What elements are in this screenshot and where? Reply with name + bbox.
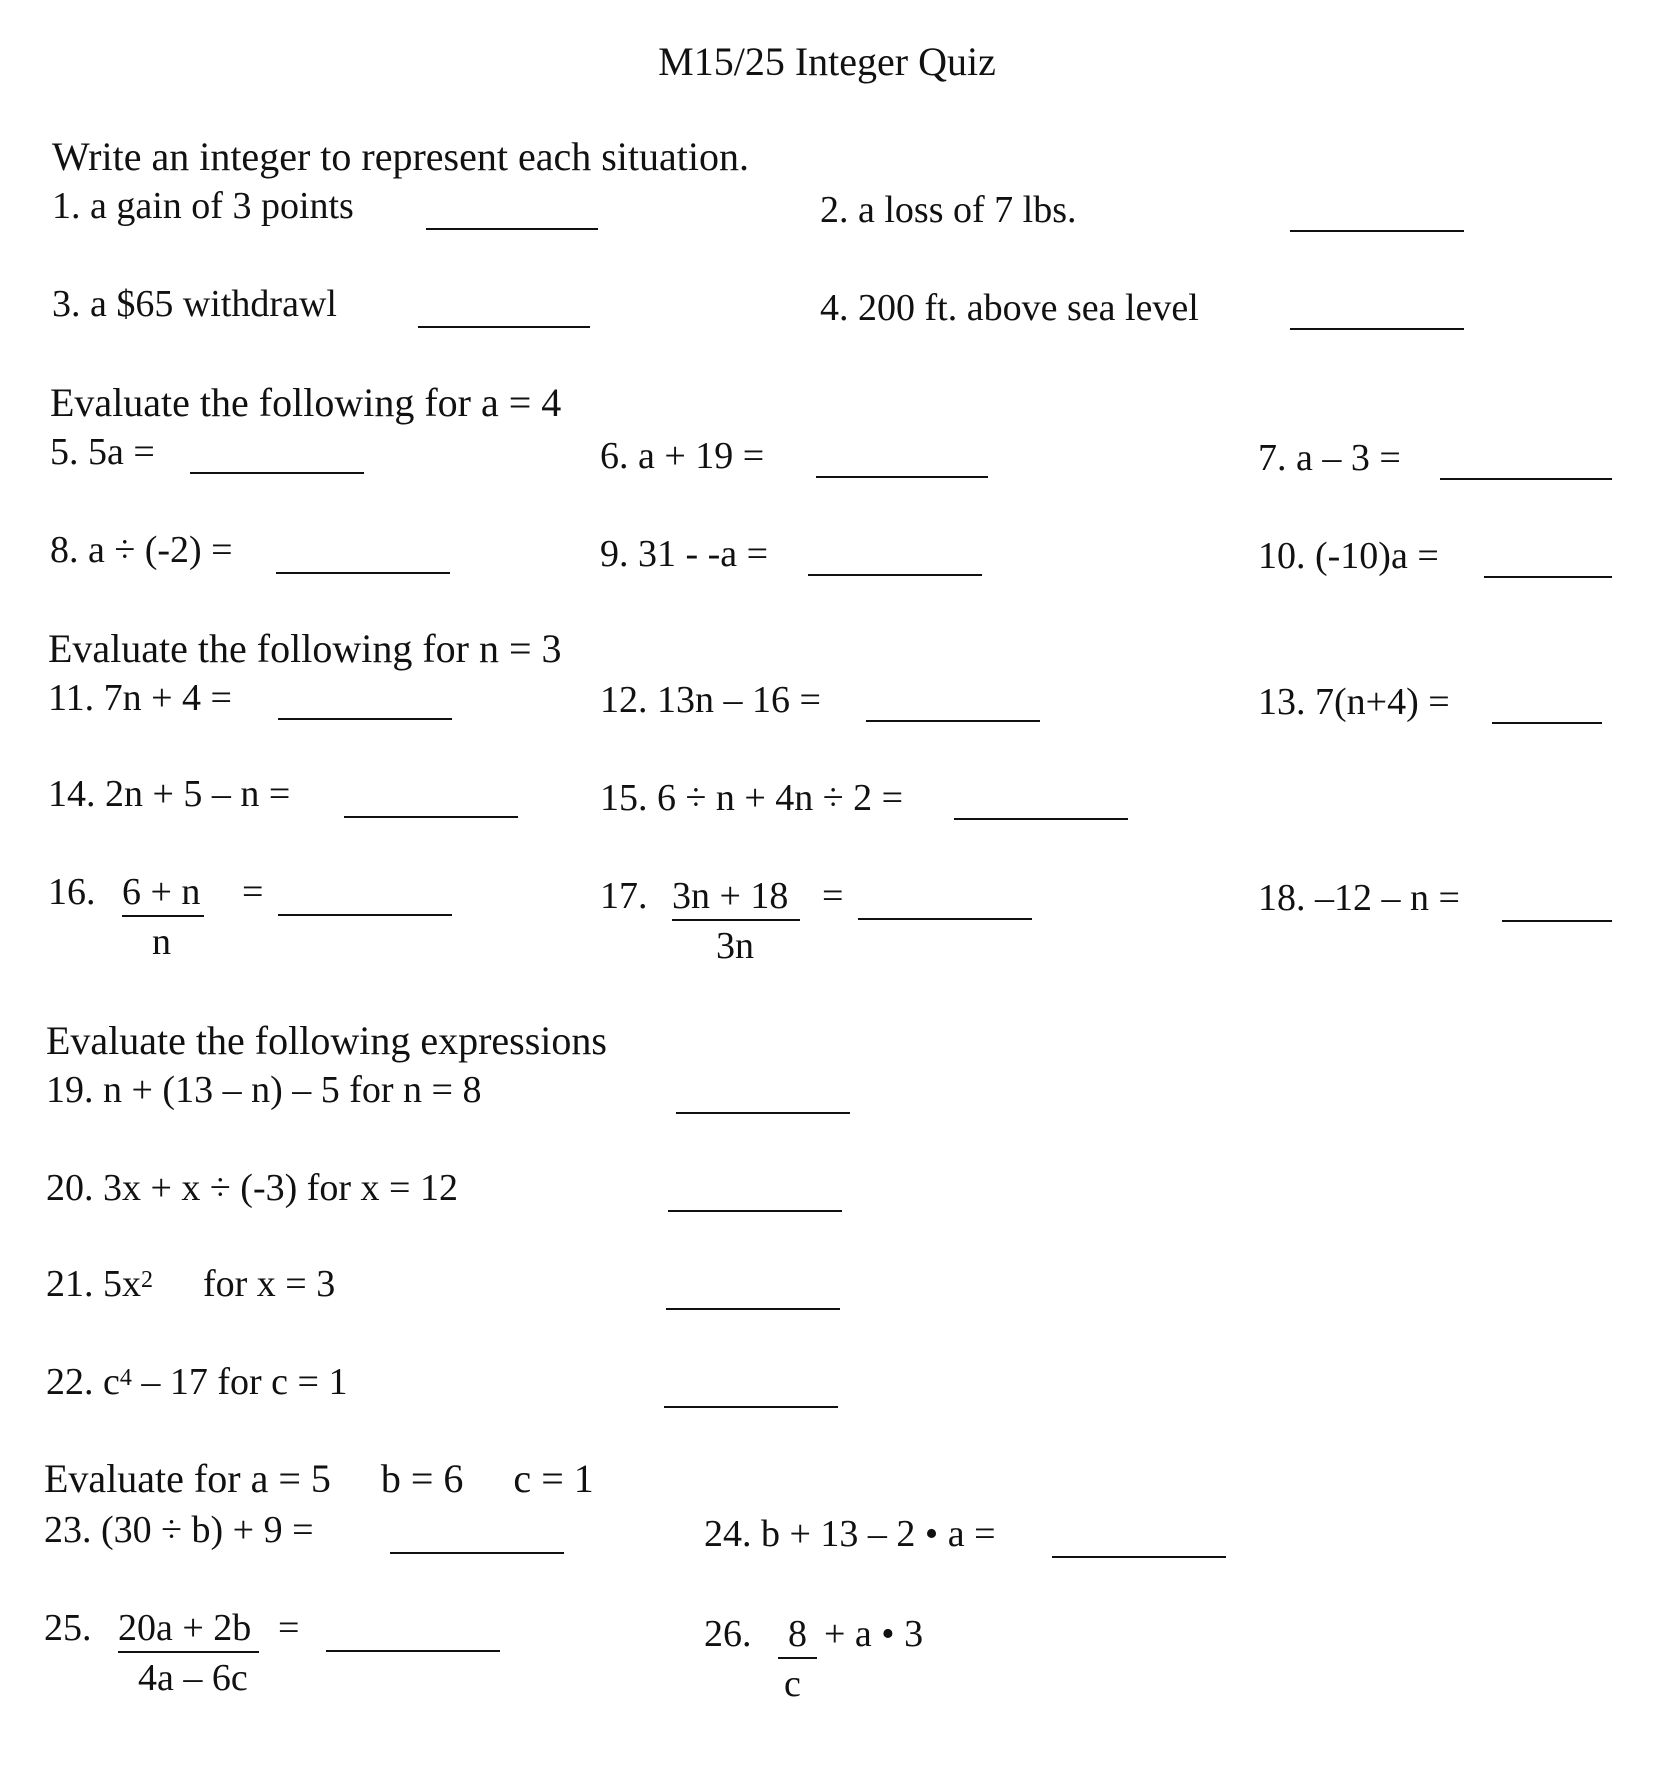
answer-blank-2[interactable] — [1290, 230, 1464, 232]
answer-blank-7[interactable] — [1440, 478, 1612, 480]
question-10: 10. (-10)a = — [1258, 535, 1439, 577]
answer-blank-3[interactable] — [418, 326, 590, 328]
question-16-numerator: 6 + n — [122, 870, 204, 917]
question-17-equals: = — [822, 875, 844, 917]
question-13: 13. 7(n+4) = — [1258, 681, 1450, 723]
question-26-denominator: c — [784, 1663, 801, 1705]
question-25-denominator: 4a – 6c — [138, 1657, 248, 1699]
question-26-rest: + a • 3 — [824, 1613, 924, 1655]
question-22: 22. $c^4 - 17$ for c = 1 — [46, 1361, 348, 1403]
question-9: 9. 31 - -a = — [600, 533, 769, 575]
question-23: 23. (30 ÷ b) + 9 = — [44, 1509, 314, 1551]
question-19: 19. n + (13 – n) – 5 for n = 8 — [46, 1069, 482, 1111]
answer-blank-19[interactable] — [676, 1112, 850, 1114]
answer-blank-21[interactable] — [666, 1308, 840, 1310]
answer-blank-4[interactable] — [1290, 328, 1464, 330]
answer-blank-8[interactable] — [276, 572, 450, 574]
section-heading-situations: Write an integer to represent each situation. — [52, 134, 749, 179]
question-5: 5. 5a = — [50, 431, 155, 473]
section-heading-n3: Evaluate the following for n = 3 — [48, 626, 562, 671]
question-11: 11. 7n + 4 = — [48, 677, 232, 719]
answer-blank-5[interactable] — [190, 472, 364, 474]
question-8: 8. a ÷ (-2) = — [50, 529, 233, 571]
question-16-denominator: n — [152, 921, 171, 963]
answer-blank-13[interactable] — [1492, 722, 1602, 724]
question-26-numerator: 8 — [778, 1612, 817, 1659]
answer-blank-11[interactable] — [278, 718, 452, 720]
answer-blank-9[interactable] — [808, 574, 982, 576]
question-25-equals: = — [278, 1607, 300, 1649]
question-16-label: 16. — [48, 871, 96, 913]
question-17-numerator: 3n + 18 — [672, 874, 800, 921]
question-26-label: 26. — [704, 1613, 752, 1655]
question-3: 3. a $65 withdrawl — [52, 283, 337, 325]
question-25-label: 25. — [44, 1607, 92, 1649]
answer-blank-20[interactable] — [668, 1210, 842, 1212]
question-21: 21. $5x^2$ for x = 3 — [46, 1263, 336, 1305]
question-17-label: 17. — [600, 875, 648, 917]
section-heading-expressions: Evaluate the following expressions — [46, 1018, 607, 1063]
answer-blank-16[interactable] — [278, 914, 452, 916]
question-14: 14. 2n + 5 – n = — [48, 773, 291, 815]
question-15: 15. 6 ÷ n + 4n ÷ 2 = — [600, 777, 904, 819]
answer-blank-24[interactable] — [1052, 1556, 1226, 1558]
section-heading-abc: Evaluate for a = 5 b = 6 c = 1 — [44, 1456, 594, 1501]
question-12: 12. 13n – 16 = — [600, 679, 821, 721]
question-6: 6. a + 19 = — [600, 435, 765, 477]
question-16-equals: = — [242, 871, 264, 913]
answer-blank-14[interactable] — [344, 816, 518, 818]
question-4: 4. 200 ft. above sea level — [820, 287, 1199, 329]
answer-blank-12[interactable] — [866, 720, 1040, 722]
answer-blank-22[interactable] — [664, 1406, 838, 1408]
question-17-denominator: 3n — [716, 925, 754, 967]
answer-blank-23[interactable] — [390, 1552, 564, 1554]
answer-blank-25[interactable] — [326, 1650, 500, 1652]
question-20: 20. 3x + x ÷ (-3) for x = 12 — [46, 1167, 458, 1209]
question-18: 18. –12 – n = — [1258, 877, 1460, 919]
answer-blank-18[interactable] — [1502, 920, 1612, 922]
question-2: 2. a loss of 7 lbs. — [820, 189, 1077, 231]
section-heading-a4: Evaluate the following for a = 4 — [50, 380, 562, 425]
question-24: 24. b + 13 – 2 • a = — [704, 1513, 996, 1555]
page-title: M15/25 Integer Quiz — [658, 39, 996, 84]
question-25-numerator: 20a + 2b — [118, 1606, 259, 1653]
answer-blank-17[interactable] — [858, 918, 1032, 920]
question-1: 1. a gain of 3 points — [52, 185, 354, 227]
question-7: 7. a – 3 = — [1258, 437, 1401, 479]
answer-blank-1[interactable] — [426, 228, 598, 230]
answer-blank-15[interactable] — [954, 818, 1128, 820]
answer-blank-6[interactable] — [816, 476, 988, 478]
answer-blank-10[interactable] — [1484, 576, 1612, 578]
